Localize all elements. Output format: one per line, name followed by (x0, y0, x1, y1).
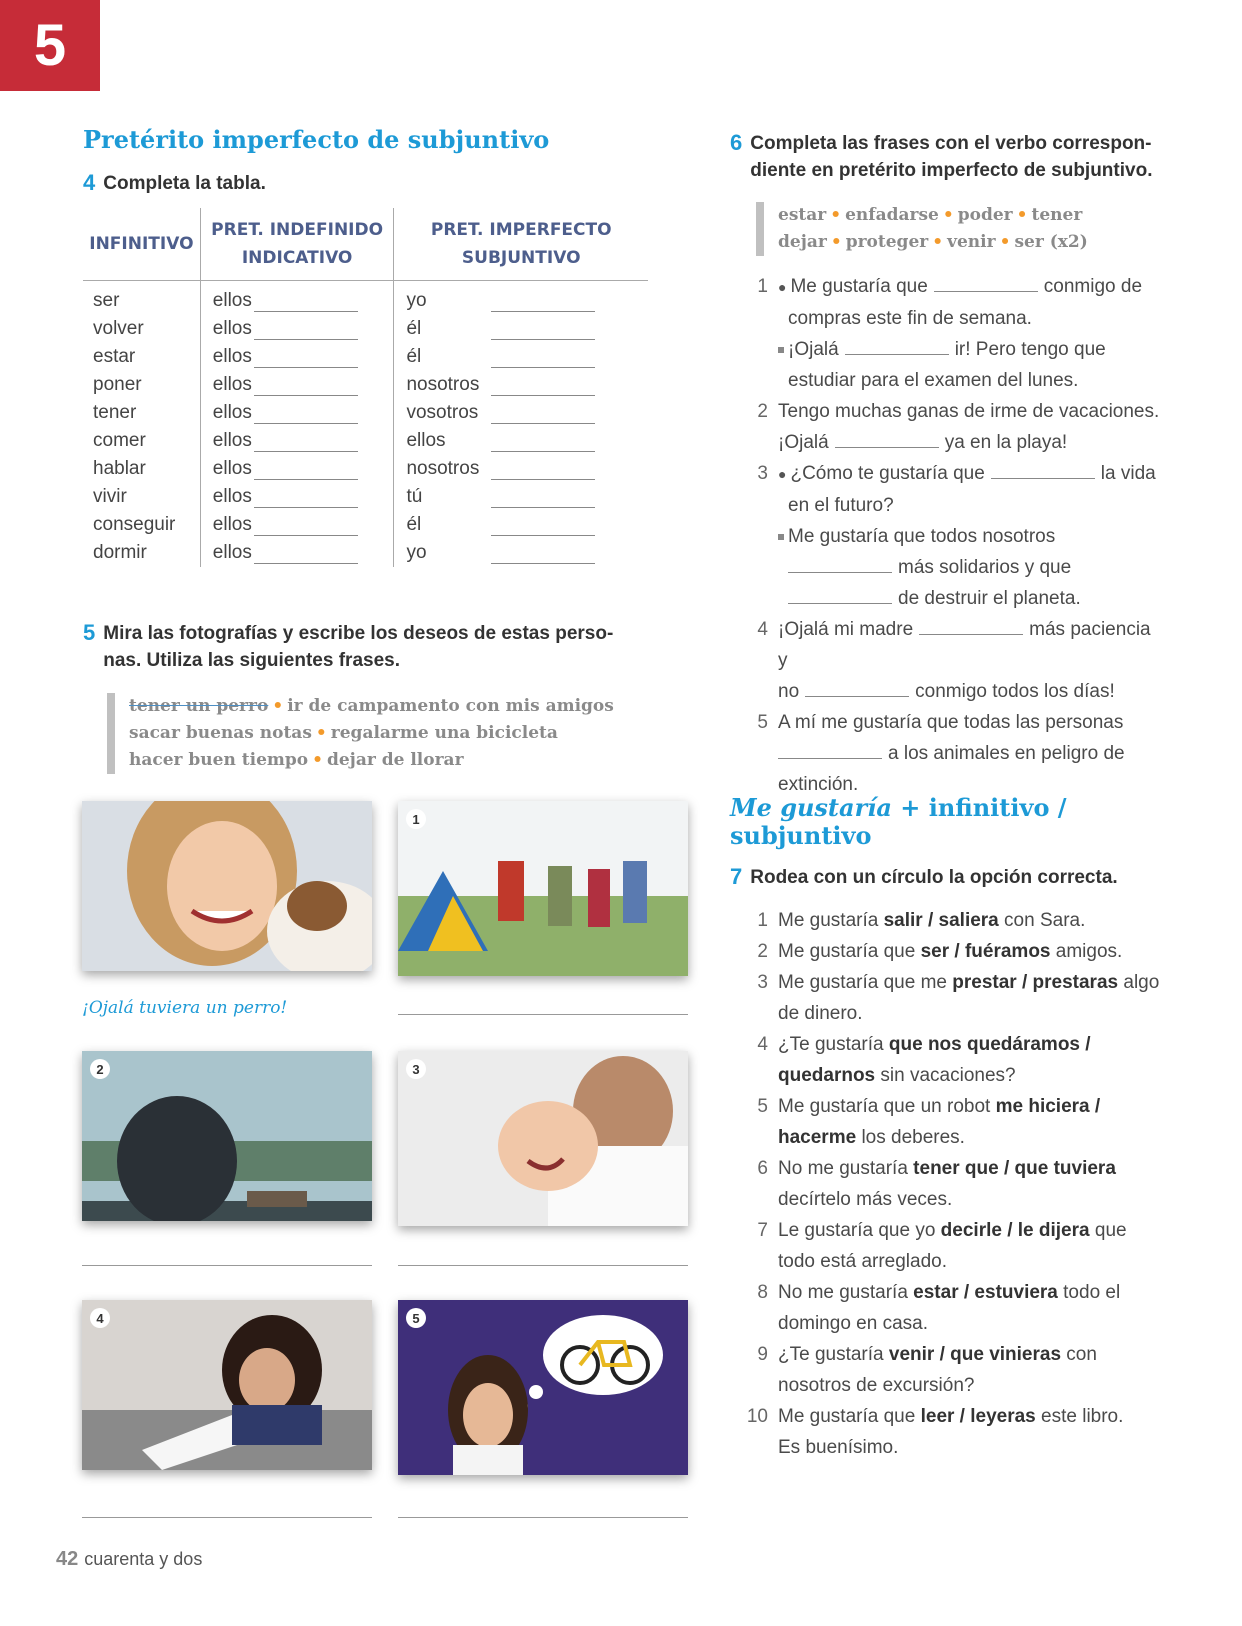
option-choice[interactable]: me hiciera / (995, 1096, 1101, 1117)
phrase-item: tener un perro (129, 696, 269, 716)
photo-number: 2 (90, 1059, 110, 1079)
instruction-line-2: nas. Utiliza las siguientes frases. (103, 650, 400, 671)
answer-line-2[interactable] (82, 1265, 372, 1266)
list-item-cont: estudiar para el examen del lunes. (788, 370, 1079, 391)
blank-line[interactable] (254, 403, 358, 424)
exercise-6-list (744, 271, 1164, 800)
section-title-imperfecto: Pretérito imperfecto de subjuntivo (83, 125, 550, 154)
photo-girl-thinking-bicycle (398, 1300, 688, 1475)
list-item: 1 Me gustaría salir / saliera con Sara. (744, 905, 1174, 936)
indefinido-cell (201, 315, 394, 343)
subjuntivo-cell (394, 511, 648, 539)
pronoun: ellos (212, 486, 252, 507)
list-item-cont: más solidarios y que (744, 552, 1164, 583)
blank-line[interactable] (835, 427, 939, 448)
list-item: 9 ¿Te gustaría venir / que vinieras con (744, 1339, 1174, 1370)
list-item-cont: a los animales en peligro de (744, 738, 1164, 769)
blank-line[interactable] (491, 291, 595, 312)
verb-item: venir (947, 232, 996, 252)
item-number: 1 (757, 276, 768, 297)
pronoun: nosotros (406, 458, 480, 479)
photo-bicycle-image (398, 1300, 688, 1475)
title-line-2: subjuntivo (730, 821, 872, 850)
list-item: 3 ● ¿Cómo te gustaría que la vida (744, 458, 1164, 490)
list-item-cont: Me gustaría que todos nosotros (744, 521, 1164, 552)
header-imperfecto-line2: SUBJUNTIVO (461, 248, 581, 268)
exercise-instruction: Rodea con un círculo la opción correcta. (750, 867, 1118, 888)
photo-girl-with-dog (82, 801, 372, 971)
blank-line[interactable] (254, 375, 358, 396)
table-header (83, 208, 648, 281)
pronoun: ellos (212, 346, 252, 367)
subjuntivo-cell (394, 539, 648, 567)
list-item-cont: ¡Ojalá ir! Pero tengo que (744, 334, 1164, 365)
list-item-cont: no conmigo todos los días! (744, 676, 1164, 707)
phrase-item: dejar de llorar (326, 750, 464, 770)
table-body (83, 281, 648, 567)
option-choice[interactable]: leer / leyeras (920, 1406, 1036, 1427)
exercise-instruction (750, 130, 1152, 184)
verb-item: proteger (845, 232, 929, 252)
pronoun: ellos (212, 542, 252, 563)
photo-crying-baby-image (398, 1051, 688, 1226)
photo-girl-with-dog-image (82, 801, 372, 971)
instruction-line-1: Completa las frases con el verbo correspon- (750, 133, 1152, 154)
item-number: 1 (757, 910, 768, 931)
photo-crying-baby (398, 1051, 688, 1226)
column-indefinido (200, 281, 394, 567)
list-item: 2 Me gustaría que ser / fuéramos amigos. (744, 936, 1174, 967)
pronoun: él (406, 346, 422, 367)
phrase-item: sacar buenas notas (129, 723, 312, 743)
blank-line[interactable] (254, 515, 358, 536)
answer-line-3[interactable] (398, 1265, 688, 1266)
exercise-5-header (83, 620, 613, 674)
unit-number-tab: 5 (0, 0, 100, 91)
verb-box: estar • enfadarse • poder • tener dejar • proteger • venir • ser (x2) (756, 202, 1088, 256)
page-footer (56, 1548, 202, 1571)
title-part: + infinitivo / (891, 793, 1067, 822)
infinitive-cell: estar (93, 346, 136, 367)
option-choice[interactable]: venir / que vinieras (888, 1344, 1062, 1365)
option-choice[interactable]: salir / saliera (883, 910, 999, 931)
infinitive-cell: tener (93, 402, 137, 423)
header-indefinido-line1: PRET. INDEFINIDO (211, 220, 384, 240)
header-imperfecto-line1: PRET. IMPERFECTO (430, 220, 612, 240)
indefinido-cell (201, 455, 394, 483)
list-item: 10 Me gustaría que leer / leyeras este libro. (744, 1401, 1174, 1432)
pronoun: nosotros (406, 374, 480, 395)
list-item-cont: extinción. (778, 774, 859, 795)
pronoun: yo (406, 290, 427, 311)
list-item-cont: decírtelo más veces. (778, 1189, 953, 1210)
phrase-item: ir de campamento con mis amigos (287, 696, 614, 716)
verb-item: tener (1031, 205, 1083, 225)
phrase-item: hacer buen tiempo (129, 750, 309, 770)
blank-line[interactable] (934, 271, 1038, 292)
list-item: 3 Me gustaría que me prestar / prestaras algo (744, 967, 1174, 998)
option-choice[interactable]: tener que / que tuviera (913, 1158, 1116, 1179)
exercise-instruction: Completa la tabla. (103, 173, 266, 194)
exercise-number: 4 (83, 170, 96, 195)
indefinido-cell (201, 371, 394, 399)
blank-line[interactable] (491, 459, 595, 480)
list-item: 2 Tengo muchas ganas de irme de vacaciones. (744, 396, 1164, 427)
list-item: 4 ¿Te gustaría que nos quedáramos / (744, 1029, 1174, 1060)
blank-line[interactable] (491, 403, 595, 424)
subjuntivo-cell (394, 287, 648, 315)
list-item-cont: Es buenísimo. (778, 1437, 899, 1458)
exercise-number: 5 (83, 620, 96, 645)
list-item-cont: en el futuro? (788, 495, 894, 516)
item-number: 7 (757, 1220, 768, 1241)
photo-number: 1 (406, 809, 426, 829)
item-number: 3 (757, 463, 768, 484)
option-choice[interactable]: estar / estuviera (913, 1282, 1058, 1303)
list-item-cont: domingo en casa. (778, 1313, 928, 1334)
list-item: 8 No me gustaría estar / estuviera todo el (744, 1277, 1174, 1308)
list-item: 6 No me gustaría tener que / que tuviera (744, 1153, 1174, 1184)
indefinido-cell (201, 287, 394, 315)
list-item-cont: de destruir el planeta. (744, 583, 1164, 614)
blank-line[interactable] (254, 291, 358, 312)
column-infinitivo (83, 281, 200, 567)
item-number: 4 (757, 619, 768, 640)
header-indefinido-line2: INDICATIVO (241, 248, 353, 268)
option-choice[interactable]: ser / fuéramos (920, 941, 1051, 962)
blank-line[interactable] (491, 515, 595, 536)
verb-item: poder (957, 205, 1013, 225)
exercise-number: 7 (730, 864, 743, 889)
verb-item: dejar (778, 232, 827, 252)
exercise-instruction (103, 620, 613, 674)
photo-exam-student (82, 1300, 372, 1470)
blank-line[interactable] (991, 458, 1095, 479)
blank-line[interactable] (491, 487, 595, 508)
list-item-cont: nosotros de excursión? (778, 1375, 975, 1396)
item-number: 9 (757, 1344, 768, 1365)
answer-line-5[interactable] (398, 1517, 688, 1518)
item-number: 5 (757, 1096, 768, 1117)
blank-line[interactable] (491, 319, 595, 340)
blank-line[interactable] (254, 431, 358, 452)
pronoun: yo (406, 542, 427, 563)
blank-line[interactable] (778, 738, 882, 759)
pronoun: ellos (212, 374, 252, 395)
blank-line[interactable] (254, 543, 358, 564)
pronoun: él (406, 318, 422, 339)
photo-number: 4 (90, 1308, 110, 1328)
list-item: 5 A mí me gustaría que todas las personas (744, 707, 1164, 738)
verb-item: ser (x2) (1014, 232, 1088, 252)
header-infinitivo: INFINITIVO (89, 234, 194, 254)
answer-line-4[interactable] (82, 1517, 372, 1518)
exercise-6-header (730, 130, 1152, 184)
blank-line[interactable] (788, 583, 892, 604)
blank-line[interactable] (788, 552, 892, 573)
indefinido-cell (201, 399, 394, 427)
list-item: 7 Le gustaría que yo decirle / le dijera que (744, 1215, 1174, 1246)
item-number: 6 (757, 1158, 768, 1179)
page-number-words: cuarenta y dos (84, 1549, 203, 1569)
photo-exam-student-image (82, 1300, 372, 1470)
subjuntivo-cell (394, 371, 648, 399)
blank-line[interactable] (491, 375, 595, 396)
header-indefinido (200, 208, 394, 280)
header-imperfecto (393, 208, 648, 280)
blank-line[interactable] (491, 347, 595, 368)
option-choice[interactable]: quedarnos (778, 1065, 876, 1086)
instruction-line-1: Mira las fotografías y escribe los deseos de estas perso- (103, 623, 614, 644)
item-number: 5 (757, 712, 768, 733)
photo-number: 3 (406, 1059, 426, 1079)
item-number: 2 (757, 401, 768, 422)
infinitive-cell: ser (93, 290, 120, 311)
infinitive-cell: conseguir (93, 514, 176, 535)
list-item-cont: de dinero. (778, 1003, 863, 1024)
pronoun: ellos (406, 430, 446, 451)
pronoun: ellos (212, 402, 252, 423)
item-number: 8 (757, 1282, 768, 1303)
infinitive-cell: volver (93, 318, 144, 339)
blank-line[interactable] (254, 459, 358, 480)
blank-line[interactable] (254, 487, 358, 508)
phrase-item: regalarme una bicicleta (330, 723, 558, 743)
item-number: 3 (757, 972, 768, 993)
conjugation-table (83, 208, 648, 567)
indefinido-cell (201, 483, 394, 511)
list-item-cont: quedarnos sin vacaciones? (778, 1065, 1016, 1086)
photo-number: 5 (406, 1308, 426, 1328)
exercise-4-header (83, 170, 266, 197)
indefinido-cell (201, 427, 394, 455)
photo-camping-friends (398, 801, 688, 976)
list-item-cont: hacerme los deberes. (778, 1127, 965, 1148)
indefinido-cell (201, 511, 394, 539)
pronoun: tú (406, 486, 423, 507)
pronoun: vosotros (406, 402, 479, 423)
instruction-line-2: diente en pretérito imperfecto de subjuntivo. (750, 160, 1153, 181)
section-title-me-gustaria (730, 794, 1170, 850)
subjuntivo-cell (394, 343, 648, 371)
subjuntivo-cell (394, 427, 648, 455)
list-item-cont: todo está arreglado. (778, 1251, 948, 1272)
exercise-7-list (744, 905, 1174, 1463)
option-choice[interactable]: que nos quedáramos / (888, 1034, 1091, 1055)
verb-item: estar (778, 205, 827, 225)
infinitive-cell: comer (93, 430, 146, 451)
list-item: 4 ¡Ojalá mi madre más paciencia y (744, 614, 1164, 676)
infinitive-cell: poner (93, 374, 142, 395)
subjuntivo-cell (394, 315, 648, 343)
pronoun: ellos (212, 318, 252, 339)
subjuntivo-cell (394, 483, 648, 511)
list-item-cont: ¡Ojalá ya en la playa! (744, 427, 1164, 458)
infinitive-cell: hablar (93, 458, 146, 479)
subjuntivo-cell (394, 455, 648, 483)
list-item: 1 ● Me gustaría que conmigo de (744, 271, 1164, 303)
option-choice[interactable]: decirle / le dijera (940, 1220, 1090, 1241)
phrase-box: tener un perro • ir de campamento con mis amigos sacar buenas notas • regalarme una bicicleta hacer buen tiempo • dejar de llorar (107, 693, 614, 774)
blank-line[interactable] (254, 347, 358, 368)
page-number: 42 (56, 1548, 79, 1570)
blank-line[interactable] (491, 431, 595, 452)
blank-line[interactable] (845, 334, 949, 355)
pronoun: él (406, 514, 422, 535)
blank-line[interactable] (919, 614, 1023, 635)
blank-line[interactable] (491, 543, 595, 564)
option-choice[interactable]: hacerme (778, 1127, 857, 1148)
list-item-cont: compras este fin de semana. (788, 308, 1032, 329)
photo-rainy-window-image (82, 1051, 372, 1221)
example-answer: ¡Ojalá tuviera un perro! (82, 998, 288, 1018)
option-choice[interactable]: prestar / prestaras (952, 972, 1119, 993)
blank-line[interactable] (254, 319, 358, 340)
infinitive-cell: vivir (93, 486, 127, 507)
blank-line[interactable] (805, 676, 909, 697)
item-number: 4 (757, 1034, 768, 1055)
pronoun: ellos (212, 458, 252, 479)
pronoun: ellos (212, 514, 252, 535)
list-item: 5 Me gustaría que un robot me hiciera / (744, 1091, 1174, 1122)
title-italic-part: Me gustaría (730, 793, 892, 822)
item-number: 10 (746, 1406, 768, 1427)
column-subjuntivo (393, 281, 648, 567)
indefinido-cell (201, 539, 394, 567)
item-number: 2 (757, 941, 768, 962)
pronoun: ellos (212, 290, 252, 311)
answer-line-1[interactable] (398, 1014, 688, 1015)
photo-camping-image (398, 801, 688, 976)
indefinido-cell (201, 343, 394, 371)
pronoun: ellos (212, 430, 252, 451)
verb-item: enfadarse (845, 205, 939, 225)
infinitive-cell: dormir (93, 542, 147, 563)
subjuntivo-cell (394, 399, 648, 427)
photo-rainy-window (82, 1051, 372, 1221)
exercise-7-header (730, 864, 1118, 891)
exercise-number: 6 (730, 130, 743, 155)
